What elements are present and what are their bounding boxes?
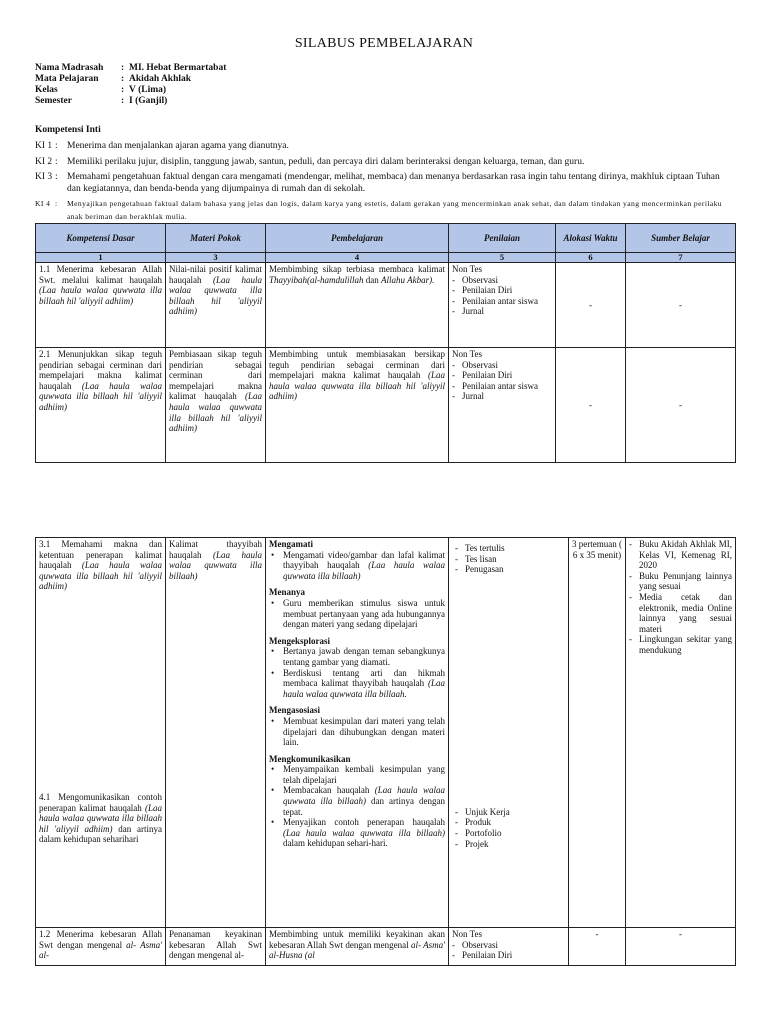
penilaian-cell: - Tes tertulis - Tes lisan - Penugasan - Unjuk Kerja - Produk - Portofolio - Projek: [449, 538, 569, 928]
syllabus-table-continued: [35, 537, 736, 966]
penilaian-cell: Non Tes - Observasi - Penilaian Diri - Penilaian antar siswa - Jurnal: [449, 348, 556, 463]
kd-cell: 1.1 Menerima kebesaran Allah Swt. melalui kalimat hauqalah (Laa haula walaa quwwata illa billaah hil 'aliyyil adhiim): [36, 263, 166, 348]
table-row: [36, 538, 736, 928]
col-header: Alokasi Waktu: [556, 224, 626, 253]
info-row: Semester : I (Ganjil): [35, 96, 168, 106]
info-row: Kelas : V (Lima): [35, 85, 167, 95]
col-header: Sumber Belajar: [626, 224, 736, 253]
table-row: [36, 928, 736, 966]
col-header: Penilaian: [449, 224, 556, 253]
sumber-cell: -: [626, 348, 736, 463]
materi-cell: Kalimat thayyibah hauqalah (Laa haula walaa quwwata illa billaah): [166, 538, 266, 928]
sumber-cell: - Buku Akidah Akhlak MI, Kelas VI, Kemenag RI, 2020 - Buku Penunjang lainnya yang sesuai - Media cetak dan elektronik, media Online lainnya yang sesuai materi - Lingkungan sekitar yang mendukung: [626, 538, 736, 928]
pembelajaran-cell: Membimbing untuk membiasakan bersikap teguh pendirian sebagai cerminan dari mempelajari makna kalimat hauqalah (Laa haula walaa quwwata illa billaah hil 'aliyyil adhiim): [266, 348, 449, 463]
materi-cell: Pembiasaan sikap teguh pendirian sebagai cerminan dari mempelajari makna kalimat hauqalah (Laa haula walaa quwwata illa billaah hil 'aliyyil adhiim): [166, 348, 266, 463]
penilaian-cell: Non Tes - Observasi - Penilaian Diri: [449, 928, 569, 966]
col-header: Kompetensi Dasar: [36, 224, 166, 253]
materi-cell: Penanaman keyakinan kebesaran Allah Swt dengan mengenal al-: [166, 928, 266, 966]
ki-item: KI 1 : Menerima dan menjalankan ajaran agama yang dianutnya.: [35, 141, 289, 151]
sumber-cell: -: [626, 928, 736, 966]
alokasi-cell: -: [556, 263, 626, 348]
col-header: Materi Pokok: [166, 224, 266, 253]
identity-block: [35, 63, 226, 107]
alokasi-cell: -: [569, 928, 626, 966]
syllabus-table: [35, 223, 736, 463]
kd-cell: 3.1 Memahami makna dan ketentuan penerapan kalimat hauqalah (Laa haula walaa quwwata illa billaah hil 'aliyyil adhiim) 4.1 Mengomunikasikan contoh penerapan kalimat hauqalah (Laa haula walaa quwwata illa billaah hil 'aliyyil adhiim) dan artinya dalam kehidupan seharihari: [36, 538, 166, 928]
alokasi-cell: 3 pertemuan ( 6 x 35 menit): [569, 538, 626, 928]
penilaian-cell: Non Tes - Observasi - Penilaian Diri - Penilaian antar siswa - Jurnal: [449, 263, 556, 348]
pembelajaran-cell: Membimbing untuk memiliki keyakinan akan kebesaran Allah Swt dengan mengenal al- Asma' al-Husna (al: [266, 928, 449, 966]
col-header: Pembelajaran: [266, 224, 449, 253]
ki-heading: Kompetensi Inti: [35, 125, 101, 135]
ki-item: KI 4 : Menyajikan pengetahuan faktual dalam bahasa yang jelas dan logis, dalam karya yang estetis, dalam gerakan yang mencerminkan anak sehat, dan dalam tindakan yang mencerminkan perilaku anak beriman dan berakhlak mulia.: [35, 199, 723, 221]
table-header-row: [36, 224, 736, 253]
alokasi-cell: -: [556, 348, 626, 463]
sumber-cell: -: [626, 263, 736, 348]
page-title: SILABUS PEMBELAJARAN: [294, 36, 474, 51]
ki-item: KI 2 : Memiliki perilaku jujur, disiplin, tanggung jawab, santun, peduli, dan percaya diri dalam berinteraksi dengan keluarga, teman, dan guru.: [35, 157, 585, 167]
info-row: Mata Pelajaran : Akidah Akhlak: [35, 74, 192, 84]
table-row: [36, 263, 736, 348]
table-row: [36, 348, 736, 463]
ki-item: KI 3 : Memahami pengetahuan faktual dengan cara mengamati (mendengar, melihat, membaca) dan menanya berdasarkan rasa ingin tahu tentang dirinya, makhluk ciptaan Tuhan dan kegiatannya, dan benda-benda yang dijumpainya di rumah dan di sekolah.: [35, 172, 720, 194]
kd-cell: 2.1 Menunjukkan sikap teguh pendirian sebagai cerminan dari mempelajari makna kalimat hauqalah (Laa haula walaa quwwata illa billaah hil 'aliyyil adhiim): [36, 348, 166, 463]
pembelajaran-cell: Membimbing sikap terbiasa membaca kalimat Thayyibah(al-hamdulillah dan Allahu Akbar).: [266, 263, 449, 348]
pembelajaran-cell: Mengamati • Mengamati video/gambar dan lafal kalimat thayyibah hauqalah (Laa haula walaa quwwata illa billaah) Menanya • Guru memberikan stimulus siswa untuk membuat pertanyaan yang ada hubungannya dengan materi yang sedang dipelajari Mengeksplorasi • Bertanya jawab dengan teman sebangkunya tentang gambar yang diamati. • Berdiskusi tentang arti dan hikmah membaca kalimat thayyibah hauqalah (Laa haula walaa quwwata illa billaah. Mengasosiasi • Membuat kesimpulan dari materi yang telah dipelajari dan dihubungkan dengan materi lain. Mengkomunikasikan • Menyampaikan kembali kesimpulan yang telah dipelajari • Membacakan hauqalah (Laa haula walaa quwwata illa billaah) dan artinya dengan tepat. • Menyajikan contoh penerapan hauqalah (Laa haula walaa quwwata illa billaah) dalam kehidupan sehari-hari.: [266, 538, 449, 928]
materi-cell: Nilai-nilai positif kalimat hauqalah (Laa haula walaa quwwata illa billaah hil 'aliyyil adhiim): [166, 263, 266, 348]
info-row: Nama Madrasah : MI. Hebat Bermartabat: [35, 63, 227, 73]
column-number-row: 1 3 4 5 6 7: [36, 253, 736, 263]
kd-cell: 1.2 Menerima kebesaran Allah Swt dengan mengenal al- Asma' al-: [36, 928, 166, 966]
